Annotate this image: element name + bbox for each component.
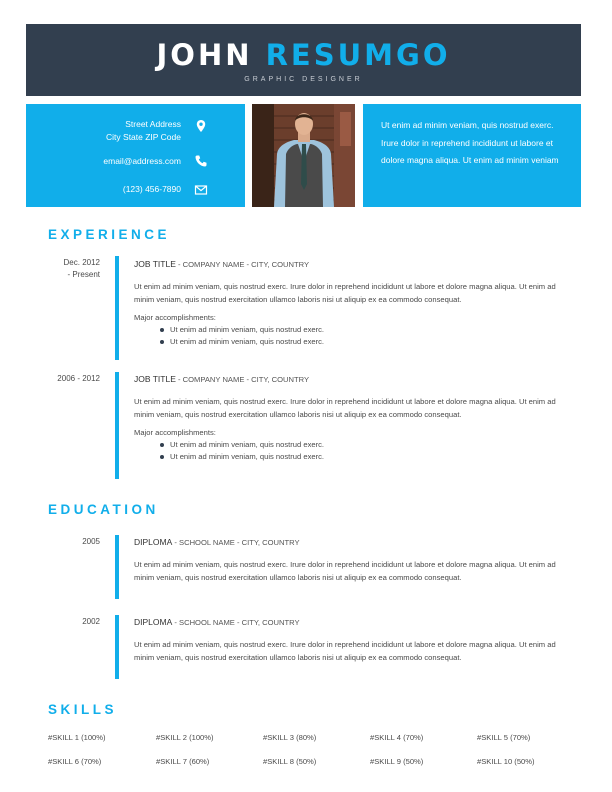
date-range: 2006 - 2012 — [57, 374, 100, 383]
accomplishment-item: Ut enim ad minim veniam, quis nostrud exerc. — [134, 439, 562, 451]
job-role: GRAPHIC DESIGNER — [244, 76, 363, 83]
last-name: RESUMGO — [265, 38, 451, 72]
resume-header — [26, 24, 581, 96]
education-date: 2005 — [82, 537, 100, 546]
entry-accent-bar — [115, 372, 119, 479]
entry-accent-bar — [115, 535, 119, 599]
accomplishment-item: Ut enim ad minim veniam, quis nostrud exerc. — [134, 451, 562, 463]
about-text: Ut enim ad minim veniam, quis nostrud exerc. Irure dolor in reprehend incididunt ut labore et dolore magna aliqua. Ut enim ad minim veniam — [381, 120, 559, 165]
job-description: Ut enim ad minim veniam, quis nostrud exerc. Irure dolor in reprehend incididunt ut labore et dolore magna aliqua. Ut enim ad minim veniam, quis nostrud exercitation ullamco laboris nisi ut aliquip ex ea commodo consequat. — [134, 397, 556, 419]
degree-description: Ut enim ad minim veniam, quis nostrud exerc. Irure dolor in reprehend incididunt ut labore et dolore magna aliqua. Ut enim ad minim veniam, quis nostrud exercitation ullamco laboris nisi ut aliquip ex ea commodo consequat. — [134, 560, 556, 582]
education-date: 2002 — [82, 617, 100, 626]
accomplishment-item: Ut enim ad minim veniam, quis nostrud exerc. — [134, 336, 562, 348]
experience-entry — [134, 373, 562, 463]
job-title-line — [134, 373, 562, 386]
education-heading: EDUCATION — [48, 502, 159, 517]
education-entry — [134, 616, 562, 664]
entry-accent-bar — [115, 256, 119, 360]
skill-item: #SKILL 8 (50%) — [263, 757, 317, 766]
experience-date — [64, 257, 100, 281]
degree-title: DIPLOMA — [134, 537, 173, 547]
skill-item: #SKILL 6 (70%) — [48, 757, 102, 766]
skill-item: #SKILL 9 (50%) — [370, 757, 424, 766]
job-title-line — [134, 258, 562, 271]
skill-item: #SKILL 4 (70%) — [370, 733, 424, 742]
accomplishments-label: Major accomplishments: — [134, 428, 216, 437]
skill-item: #SKILL 7 (60%) — [156, 757, 210, 766]
degree-description: Ut enim ad minim veniam, quis nostrud exerc. Irure dolor in reprehend incididunt ut labore et dolore magna aliqua. Ut enim ad minim veniam, quis nostrud exercitation ullamco laboris nisi ut aliquip ex ea commodo consequat. — [134, 640, 556, 662]
job-description: Ut enim ad minim veniam, quis nostrud exerc. Irure dolor in reprehend incididunt ut labore et dolore magna aliqua. Ut enim ad minim veniam, quis nostrud exercitation ullamco laboris nisi ut aliquip ex ea commodo consequat. — [134, 282, 556, 304]
email-address: email@address.com — [103, 156, 181, 166]
degree-title: DIPLOMA — [134, 617, 173, 627]
portrait-illustration — [252, 104, 355, 207]
skill-item: #SKILL 1 (100%) — [48, 733, 106, 742]
job-title: JOB TITLE — [134, 374, 176, 384]
phone-number: (123) 456-7890 — [122, 184, 181, 194]
candidate-name — [26, 38, 581, 72]
accomplishment-item: Ut enim ad minim veniam, quis nostrud exerc. — [134, 324, 562, 336]
experience-entry — [134, 258, 562, 348]
experience-date — [57, 373, 100, 385]
map-pin-icon — [194, 119, 208, 133]
accomplishments-label: Major accomplishments: — [134, 313, 216, 322]
job-title: JOB TITLE — [134, 259, 176, 269]
first-name: JOHN — [156, 38, 253, 72]
skill-item: #SKILL 5 (70%) — [477, 733, 531, 742]
skill-item: #SKILL 3 (80%) — [263, 733, 317, 742]
school-info: - SCHOOL NAME - CITY, COUNTRY — [172, 618, 300, 627]
entry-accent-bar — [115, 615, 119, 679]
degree-line — [134, 536, 562, 549]
skill-item: #SKILL 2 (100%) — [156, 733, 214, 742]
date-start: Dec. 2012 — [63, 258, 100, 267]
phone-icon — [194, 154, 208, 168]
envelope-icon — [194, 183, 208, 197]
company-info: - COMPANY NAME - CITY, COUNTRY — [175, 375, 310, 384]
experience-heading: EXPERIENCE — [48, 227, 171, 242]
about-box — [363, 104, 581, 207]
profile-photo — [252, 104, 355, 207]
school-info: - SCHOOL NAME - CITY, COUNTRY — [172, 538, 300, 547]
skill-item: #SKILL 10 (50%) — [477, 757, 535, 766]
date-end: - Present — [67, 270, 100, 279]
contact-box — [26, 104, 245, 207]
degree-line — [134, 616, 562, 629]
street-address: Street Address — [125, 119, 181, 129]
city-state-zip: City State ZIP Code — [106, 132, 181, 142]
company-info: - COMPANY NAME - CITY, COUNTRY — [175, 260, 310, 269]
skills-heading: SKILLS — [48, 702, 118, 717]
education-entry — [134, 536, 562, 584]
